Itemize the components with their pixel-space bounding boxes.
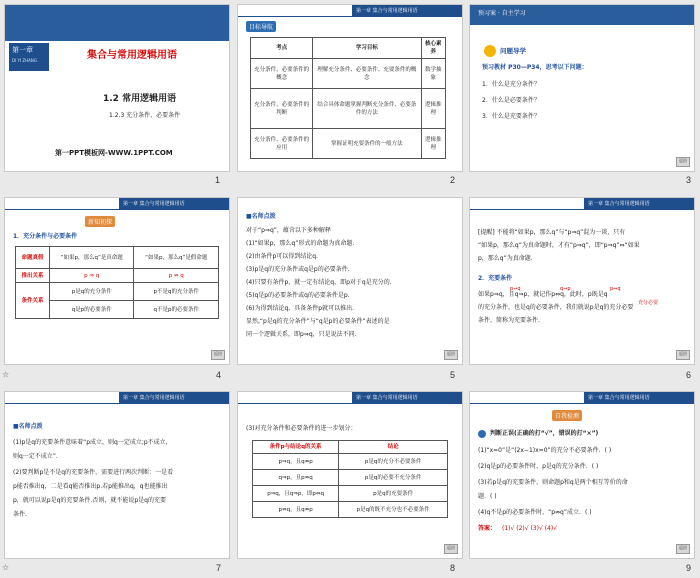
text-line: (1)p是q的充要条件意味着“p成立，则q一定成立;p不成立， xyxy=(13,439,172,446)
fill-answer: q⇒p xyxy=(560,286,571,292)
text-line: p能否推出q，二是看q能否推出p.若p能推出q，q也能推出 xyxy=(13,483,168,490)
objectives-table xyxy=(250,37,446,159)
tip-heading: ■名师点拨 xyxy=(246,213,276,220)
back-button[interactable]: 返回 xyxy=(444,350,458,360)
text-line: (2)由条件p可以得到结论q. xyxy=(246,253,319,260)
slide-header: 第一章 集合与常用逻辑用语 xyxy=(584,392,694,403)
section-badge: 自我检测 xyxy=(552,410,582,421)
question-guide-title: 问题导学 xyxy=(500,47,526,55)
slide-3[interactable] xyxy=(469,4,695,172)
slide-7[interactable] xyxy=(4,391,230,559)
text-line: 则q一定不成立”. xyxy=(13,453,58,460)
preview-instruction: 预习教材 P30—P34，思考以下问题： xyxy=(482,64,588,71)
slide-4[interactable] xyxy=(4,197,230,365)
back-button[interactable]: 返回 xyxy=(676,157,690,167)
slide-8[interactable] xyxy=(237,391,463,559)
text-line: (3)对充分条件和必要条件的进一步划分： xyxy=(246,425,357,432)
smiley-icon xyxy=(484,45,496,57)
table-cell: 逻辑推理 xyxy=(421,129,445,159)
slide-1[interactable] xyxy=(4,4,230,172)
text-line: (1)“如果p，那么q”形式的命题为真命题. xyxy=(246,240,355,247)
watermark-text: 第一PPT模板网-WWW.1PPT.COM xyxy=(55,149,173,157)
text-line: 的充分条件，也是q的必要条件，我们就说p是q的充分必要 xyxy=(478,304,634,311)
slide-number: 7 xyxy=(216,563,222,573)
instruction: 判断正误(正确的打“√”，错误的打“×”) xyxy=(490,430,599,437)
heading: 2．充要条件 xyxy=(478,275,513,282)
question-item: 题．( ) xyxy=(478,493,497,500)
table-cell: p是q的充分条件 xyxy=(49,283,134,301)
table-header: 考点 xyxy=(251,38,313,59)
back-button[interactable]: 返回 xyxy=(444,544,458,554)
table-cell: q⇒p，且p⇏q xyxy=(253,470,339,486)
question-item: (3)若p是q的充要条件，则命题p和q是两个相互等价的命 xyxy=(478,479,628,486)
text-line: p，那么q”为真命题. xyxy=(478,255,533,262)
table-cell: 推出关系 xyxy=(16,269,50,283)
slide-2[interactable] xyxy=(237,4,463,172)
question-item: (2)q是p的必要条件时，p是q的充分条件．( ) xyxy=(478,463,599,470)
slide-number: 9 xyxy=(686,563,692,573)
slide-header: 第一章 集合与常用逻辑用语 xyxy=(119,198,229,209)
text-line: 显然,“p是q的充分条件”与“q是p的必要条件”表述的是 xyxy=(246,318,390,325)
subsection-title: 1.2.3 充分条件、必要条件 xyxy=(109,112,181,119)
slide-number: 1 xyxy=(215,175,221,185)
slide-title: 集合与常用逻辑用语 xyxy=(87,50,177,61)
table-header: 条件p与结论q的关系 xyxy=(253,441,339,454)
text-line: (3)p是q的充分条件或q是p的必要条件. xyxy=(246,266,350,273)
back-button[interactable]: 返回 xyxy=(676,544,690,554)
slide-number: 3 xyxy=(686,175,692,185)
slide-5[interactable] xyxy=(237,197,463,365)
text-line: 同一个逻辑关系，即p⇒q，只是说法不同. xyxy=(246,331,357,338)
question-item: 3．什么是充要条件？ xyxy=(482,113,540,120)
back-button[interactable]: 返回 xyxy=(211,350,225,360)
text-line: (4)只要有条件p，就一定有结论q，即p对于q是充分的. xyxy=(246,279,392,286)
table-cell: p ⇏ q xyxy=(134,269,219,283)
table-cell: p是q的充分不必要条件 xyxy=(339,454,448,470)
text-line: 对于“p⇒q”，蕴含以下多种解释 xyxy=(246,227,331,234)
table-cell: 掌握证明充要条件的一般方法 xyxy=(313,129,421,159)
section-badge: 目标导航 xyxy=(246,21,276,32)
text-line: (6)为得到结论q，具备条件p就可以推出. xyxy=(246,305,355,312)
text-line: 条件，简称为充要条件. xyxy=(478,317,540,324)
heading: 1．充分条件与必要条件 xyxy=(13,233,78,240)
table-cell: 逻辑推理 xyxy=(421,89,445,129)
tip-heading: ■名师点拨 xyxy=(13,423,43,430)
table-cell: 充分条件、必要条件的判断 xyxy=(251,89,313,129)
answer-label: 答案： xyxy=(478,525,497,532)
table-cell: 充分条件、必要条件的应用 xyxy=(251,129,313,159)
slide-number: 6 xyxy=(686,370,692,380)
table-cell: p⇒q，且q⇏p xyxy=(253,454,339,470)
table-cell: p⇏q，且q⇏p xyxy=(253,502,339,518)
star-icon: ☆ xyxy=(2,370,10,379)
table-cell: p不是q的充分条件 xyxy=(134,283,219,301)
answer-text: (1)√ (2)√ (3)√ (4)√ xyxy=(502,525,558,532)
table-header: 核心素养 xyxy=(421,38,445,59)
top-label: 预习案 · 自主学习 xyxy=(478,10,526,17)
slide-number: 8 xyxy=(450,563,456,573)
text-line: 条件. xyxy=(13,511,27,518)
chapter-label: 第一章 xyxy=(12,46,33,54)
chapter-badge xyxy=(9,43,49,71)
table-cell: “如果p，那么q”是假命题 xyxy=(134,247,219,269)
table-header: 学习目标 xyxy=(313,38,421,59)
question-item: 2．什么是必要条件？ xyxy=(482,97,540,104)
text-line: (5)q是p的必要条件或q的必要条件是p. xyxy=(246,292,350,299)
table-cell: 命题真假 xyxy=(16,247,50,269)
slide-header: 第一章 集合与常用逻辑用语 xyxy=(352,392,462,403)
text-line: p，就可以说p是q的充要条件.否则，就不能说p是q的充要 xyxy=(13,497,166,504)
section-title: 1.2 常用逻辑用语 xyxy=(103,94,177,104)
table-cell: p是q的充要条件 xyxy=(339,486,448,502)
table-cell: 数学抽象 xyxy=(421,59,445,89)
text-line: (2)要判断p是不是q的充要条件，需要进行两次判断：一是看 xyxy=(13,469,174,476)
slide-number: 4 xyxy=(216,370,222,380)
text-line: 如果p⇒q，且q⇒p，就记作p⇔q，此时，p既是q xyxy=(478,291,608,298)
condition-table xyxy=(15,246,219,319)
slide-number: 5 xyxy=(450,370,456,380)
chapter-en: DI YI ZHANG xyxy=(12,58,38,63)
text-line: “如果p，那么q”为真命题时，才有“p⇒q”，即“p⇒q”⇔“如果 xyxy=(478,242,640,249)
fill-answer: 充分必要 xyxy=(638,300,659,306)
table-cell: 条件关系 xyxy=(16,283,50,319)
slide-header: 第一章 集合与常用逻辑用语 xyxy=(584,198,694,209)
text-line: [提醒] 不能将“如果p，那么q”与“p⇒q”混为一谈，只有 xyxy=(478,229,626,236)
slide-header: 第一章 集合与常用逻辑用语 xyxy=(119,392,229,403)
table-cell: 充分条件、必要条件的概念 xyxy=(251,59,313,89)
section-badge: 新知初探 xyxy=(85,216,115,227)
back-button[interactable]: 返回 xyxy=(676,350,690,360)
slide-number: 2 xyxy=(450,175,456,185)
bullet-icon xyxy=(478,430,486,438)
table-cell: p ⇒ q xyxy=(49,269,134,283)
star-icon: ☆ xyxy=(2,563,10,572)
table-cell: q不是p的必要条件 xyxy=(134,301,219,319)
fill-answer: p⇔q xyxy=(610,286,621,292)
slide-9[interactable] xyxy=(469,391,695,559)
classification-table xyxy=(252,440,448,518)
table-cell: 理解充分条件、必要条件、充要条件的概念 xyxy=(313,59,421,89)
slide-6[interactable] xyxy=(469,197,695,365)
question-item: (1)“x=0”是“(2x−1)x=0”的充分不必要条件．( ) xyxy=(478,447,612,454)
slide-header: 第一章 集合与常用逻辑用语 xyxy=(352,5,462,16)
table-cell: 结合具体命题掌握判断充分条件、必要条件的方法 xyxy=(313,89,421,129)
table-cell: q是p的必要条件 xyxy=(49,301,134,319)
question-item: 1．什么是充分条件？ xyxy=(482,81,540,88)
table-cell: p是q的既不充分也不必要条件 xyxy=(339,502,448,518)
table-cell: p是q的必要不充分条件 xyxy=(339,470,448,486)
table-cell: p⇒q，且q⇒p，即p⇔q xyxy=(253,486,339,502)
table-header: 结论 xyxy=(339,441,448,454)
fill-answer: p⇒q xyxy=(510,286,521,292)
table-cell: “如果p，那么q”是真命题 xyxy=(49,247,134,269)
question-item: (4)q不是p的必要条件时，“p⇏q”成立．( ) xyxy=(478,509,592,516)
